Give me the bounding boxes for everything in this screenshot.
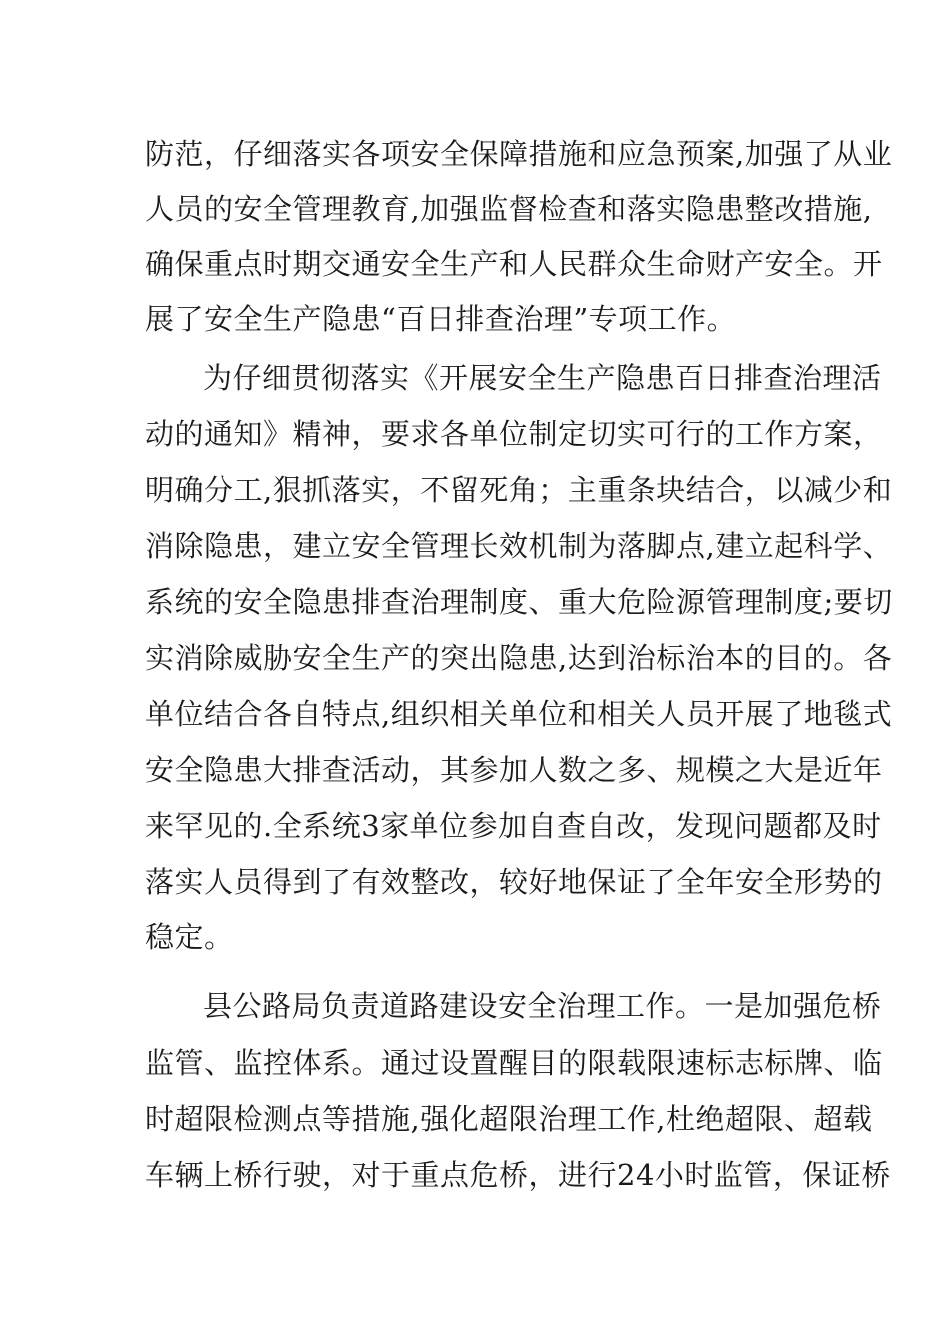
text-line: 安全隐患大排查活动，其参加人数之多、规模之大是近年 bbox=[145, 753, 883, 787]
text-line: 系统的安全隐患排查治理制度、重大危险源管理制度;要切 bbox=[145, 585, 893, 619]
text-line: 防范，仔细落实各项安全保障措施和应急预案,加强了从业 bbox=[145, 137, 893, 171]
paragraph-first-line: 县公路局负责道路建设安全治理工作。一是加强危桥 bbox=[203, 989, 882, 1023]
text-line: 落实人员得到了有效整改，较好地保证了全年安全形势的 bbox=[145, 865, 883, 899]
text-line: 实消除威胁安全生产的突出隐患,达到治标治本的目的。各 bbox=[145, 641, 893, 675]
text-line: 动的通知》精神，要求各单位制定切实可行的工作方案， bbox=[145, 417, 883, 451]
text-line: 单位结合各自特点,组织相关单位和相关人员开展了地毯式 bbox=[145, 697, 893, 731]
text-line: 消除隐患，建立安全管理长效机制为落脚点,建立起科学、 bbox=[145, 529, 893, 563]
text-line: 人员的安全管理教育,加强监督检查和落实隐患整改措施, bbox=[145, 192, 873, 226]
text-line: 来罕见的.全系统3家单位参加自查自改，发现问题都及时 bbox=[145, 809, 882, 843]
text-line: 展了安全生产隐患“百日排查治理”专项工作。 bbox=[145, 302, 737, 336]
text-line: 确保重点时期交通安全生产和人民群众生命财产安全。开 bbox=[145, 247, 883, 281]
text-line: 时超限检测点等措施,强化超限治理工作,杜绝超限、超载 bbox=[145, 1102, 873, 1136]
text-line: 明确分工,狠抓落实，不留死角；主重条块结合，以减少和 bbox=[145, 473, 893, 507]
text-line: 监管、监控体系。通过设置醒目的限载限速标志标牌、临 bbox=[145, 1046, 883, 1080]
paragraph-first-line: 为仔细贯彻落实《开展安全生产隐患百日排查治理活 bbox=[203, 361, 882, 395]
text-line: 车辆上桥行驶，对于重点危桥，进行24小时监管，保证桥 bbox=[145, 1158, 891, 1192]
text-line: 稳定。 bbox=[145, 920, 234, 954]
